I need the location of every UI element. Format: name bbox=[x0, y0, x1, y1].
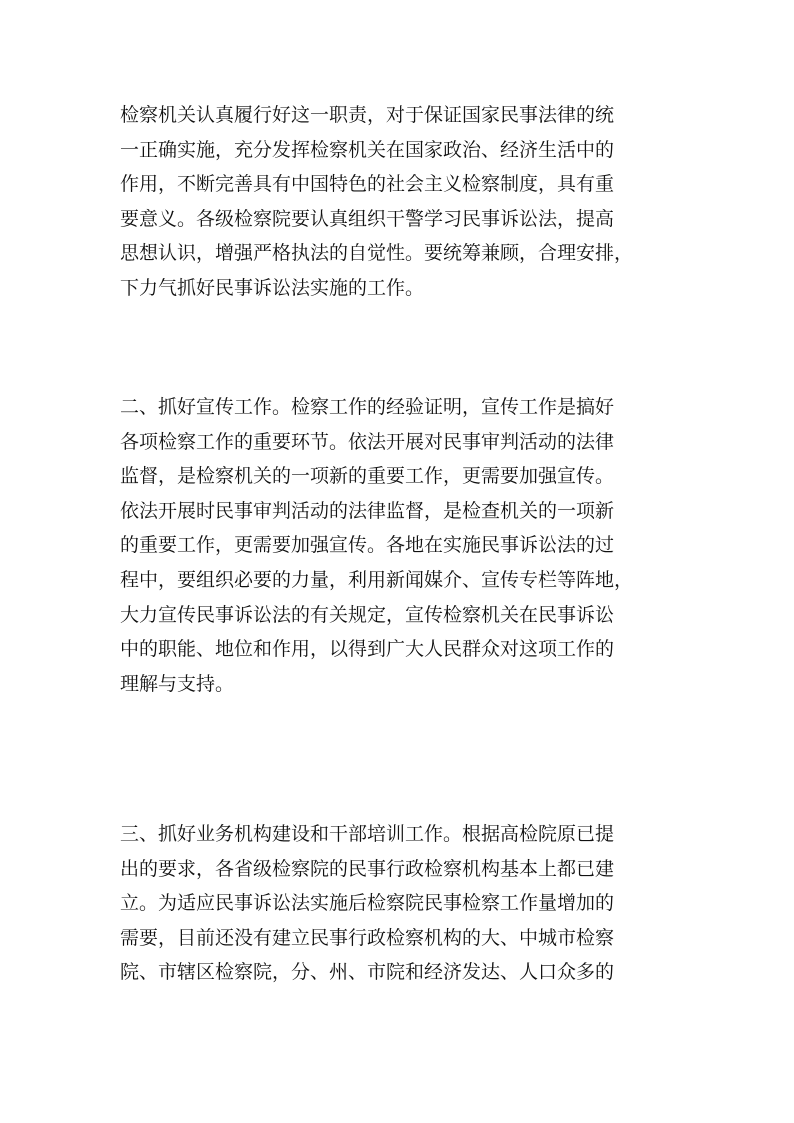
text-line: 程中，要组织必要的力量，利用新闻媒介、宣传专栏等阵地， bbox=[120, 568, 634, 591]
text-line: 下力气抓好民事诉讼法实施的工作。 bbox=[120, 276, 425, 299]
text-line: 立。为适应民事诉讼法实施后检察院民事检察工作量增加的 bbox=[120, 892, 615, 915]
text-line: 思想认识，增强严格执法的自觉性。要统筹兼顾，合理安排， bbox=[120, 242, 634, 265]
text-line: 各项检察工作的重要环节。依法开展对民事审判活动的法律 bbox=[120, 430, 615, 453]
text-line: 需要，目前还没有建立民事行政检察机构的大、中城市检察 bbox=[120, 926, 615, 949]
text-line: 三、抓好业务机构建设和干部培训工作。根据高检院原已提 bbox=[120, 823, 615, 845]
paragraph-3 bbox=[120, 817, 700, 990]
text-line: 大力宣传民事诉讼法的有关规定，宣传检察机关在民事诉讼 bbox=[120, 603, 615, 626]
text-line: 中的职能、地位和作用，以得到广大人民群众对这项工作的 bbox=[120, 638, 615, 661]
text-line: 一正确实施，充分发挥检察机关在国家政治、经济生活中的 bbox=[120, 138, 615, 161]
text-line: 检察机关认真履行好这一职责，对于保证国家民事法律的统 bbox=[120, 104, 615, 126]
text-line: 院、市辖区检察院，分、州、市院和经济发达、人口众多的 bbox=[120, 961, 615, 984]
text-line: 出的要求，各省级检察院的民事行政检察机构基本上都已建 bbox=[120, 857, 615, 880]
text-line: 二、抓好宣传工作。检察工作的经验证明，宣传工作是搞好 bbox=[120, 396, 615, 418]
text-line: 监督，是检察机关的一项新的重要工作，更需要加强宣传。 bbox=[120, 465, 615, 488]
text-line: 理解与支持。 bbox=[120, 672, 235, 695]
text-line: 的重要工作，更需要加强宣传。各地在实施民事诉讼法的过 bbox=[120, 534, 615, 557]
paragraph-2 bbox=[120, 390, 700, 701]
paragraph-1 bbox=[120, 98, 700, 306]
text-line: 作用，不断完善具有中国特色的社会主义检察制度，具有重 bbox=[120, 173, 615, 196]
text-line: 依法开展时民事审判活动的法律监督，是检查机关的一项新 bbox=[120, 499, 615, 522]
text-line: 要意义。各级检察院要认真组织干警学习民事诉讼法，提高 bbox=[120, 207, 615, 230]
